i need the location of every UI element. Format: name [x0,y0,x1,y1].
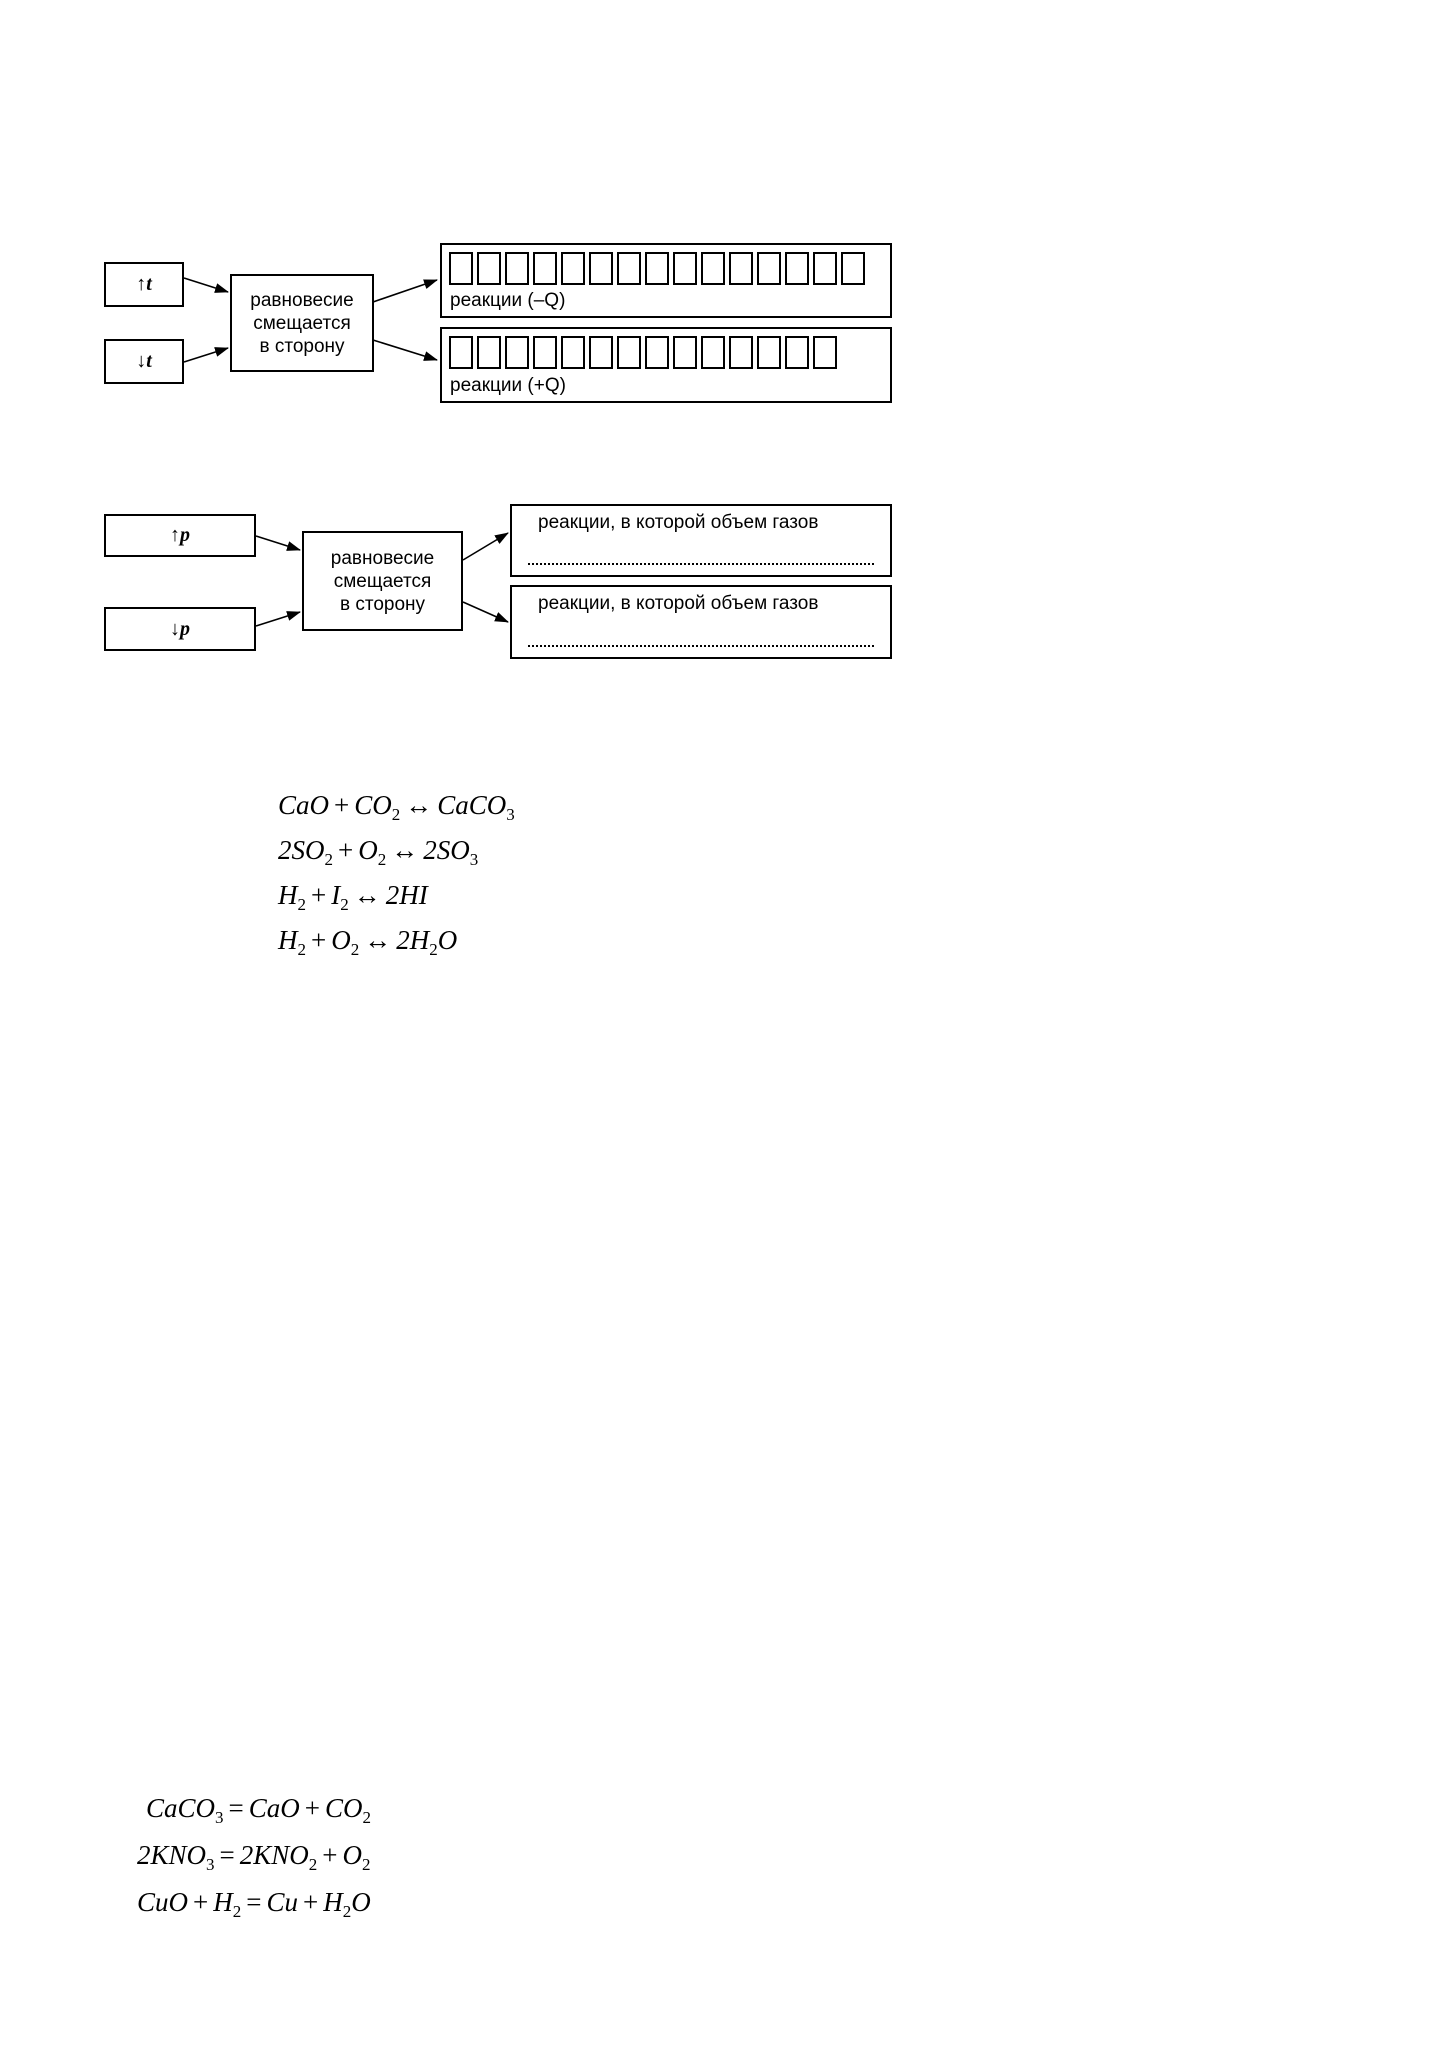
formula-text: H [278,880,298,910]
formula-operator: + [193,1887,209,1917]
temperature-decrease-label: ↓t [136,350,152,372]
formula-operator: + [304,1793,321,1823]
temperature-increase-label: ↑t [136,273,152,295]
formula-text: H [323,1887,343,1917]
formula-text: O [351,1887,371,1917]
formula-text: O [342,1840,363,1870]
formula-text: 2SO [278,835,325,865]
formula-subscript: 2 [297,895,306,914]
formula-operator: + [334,790,350,820]
formula-subscript: 3 [206,1855,215,1874]
letter-cell [477,252,501,285]
letter-cell [449,336,473,369]
letter-cell [477,336,501,369]
letter-cell [813,252,837,285]
letter-cell [813,336,837,369]
formula-text: CaO [278,790,330,820]
temperature-lower-result-box [440,327,892,403]
formula-subscript: 2 [342,1902,352,1921]
letter-cell [533,252,557,285]
answer-dotted-line [528,645,874,647]
pressure-center-text: равновесие смещается в сторону [330,547,435,615]
letter-cell [701,252,725,285]
equation-2-3 [137,1887,371,1921]
formula-text: CO [325,1793,363,1823]
pressure-lower-result-label: реакции, в которой объем газов [538,593,819,614]
pressure-center-box [302,531,463,631]
temperature-center-box [230,274,374,372]
formula-subscript: 2 [362,1855,371,1874]
arrow [463,602,508,622]
letter-cell [729,336,753,369]
equation-2-2 [137,1840,371,1874]
equation-1-1 [278,790,515,824]
temperature-increase-box [104,262,184,307]
formula-text: O [437,925,458,955]
arrow [256,612,300,626]
formula-subscript: 2 [308,1855,318,1874]
formula-subscript: 2 [362,1808,372,1827]
arrow [256,536,300,550]
formula-text: I [331,880,341,910]
equation-1-2 [278,835,479,869]
formula-subscript: 2 [324,850,333,869]
formula-operator: ↔ [391,835,419,865]
temperature-decrease-box [104,339,184,384]
formula-operator: + [322,1840,338,1870]
letter-cell [757,336,781,369]
letter-cell [561,252,585,285]
equation-1-4 [278,925,458,959]
letter-cell [701,336,725,369]
arrow [463,533,508,560]
letter-cell [757,252,781,285]
formula-operator: ↔ [353,880,381,910]
letter-cell [617,336,641,369]
pressure-increase-box [104,514,256,557]
formula-subscript: 2 [232,1902,242,1921]
formula-operator: + [338,835,354,865]
letter-cell [449,252,473,285]
pressure-upper-result-label: реакции, в которой объем газов [538,512,819,533]
formula-text: O [358,835,378,865]
formula-text: 2H [396,925,430,955]
equation-1-3 [278,880,428,914]
letter-cell [785,336,809,369]
letter-cell [617,252,641,285]
formula-text: CO [354,790,392,820]
temperature-center-text: равновесие смещается в сторону [250,289,354,357]
letter-cell [589,336,613,369]
formula-subscript: 2 [350,940,360,959]
formula-subscript: 2 [429,940,438,959]
letter-cell [645,252,669,285]
formula-operator: = [228,1793,244,1823]
letter-cell [505,336,529,369]
formula-operator: ↔ [364,925,392,955]
formula-subscript: 2 [377,850,387,869]
formula-text: CaCO [437,790,507,820]
formula-text: CaO [248,1793,300,1823]
pressure-decrease-box [104,607,256,651]
letter-cell [729,252,753,285]
letter-cell [561,336,585,369]
arrow [184,278,228,292]
formula-text: O [331,925,351,955]
arrow [184,348,228,362]
equation-2-1 [146,1793,372,1827]
formula-text: 2HI [385,880,428,910]
letter-cell [841,252,865,285]
letter-cell [673,252,697,285]
arrow [373,280,437,302]
answer-dotted-line [528,563,874,565]
formula-subscript: 2 [297,940,306,959]
formula-text: 2SO [423,835,470,865]
formula-operator: + [311,925,327,955]
letter-cell [589,252,613,285]
letter-cell [645,336,669,369]
formula-operator: + [311,880,327,910]
formula-text: Cu [266,1887,298,1917]
formula-subscript: 2 [391,805,401,824]
letter-cell [673,336,697,369]
pressure-upper-result-box [510,504,892,577]
formula-text: 2KNO [137,1840,207,1870]
formula-subscript: 3 [469,850,479,869]
formula-text: H [213,1887,233,1917]
upper-result-label: реакции (–Q) [450,290,566,311]
formula-subscript: 3 [215,1808,224,1827]
formula-subscript: 3 [506,805,515,824]
letter-cell [533,336,557,369]
upper-letter-cells [449,252,865,285]
letter-cell [505,252,529,285]
formula-operator: = [219,1840,235,1870]
formula-operator: ↔ [405,790,433,820]
formula-operator: + [303,1887,319,1917]
formula-text: CuO [137,1887,189,1917]
pressure-lower-result-box [510,585,892,659]
temperature-upper-result-box [440,243,892,318]
formula-operator: = [246,1887,262,1917]
formula-text: H [278,925,298,955]
formula-text: 2KNO [239,1840,309,1870]
letter-cell [785,252,809,285]
formula-text: CaCO [146,1793,216,1823]
formula-subscript: 2 [340,895,349,914]
arrow [373,340,437,360]
pressure-increase-label: ↑p [170,524,190,546]
lower-result-label: реакции (+Q) [450,375,566,396]
lower-letter-cells [449,336,837,369]
pressure-decrease-label: ↓p [170,617,190,640]
